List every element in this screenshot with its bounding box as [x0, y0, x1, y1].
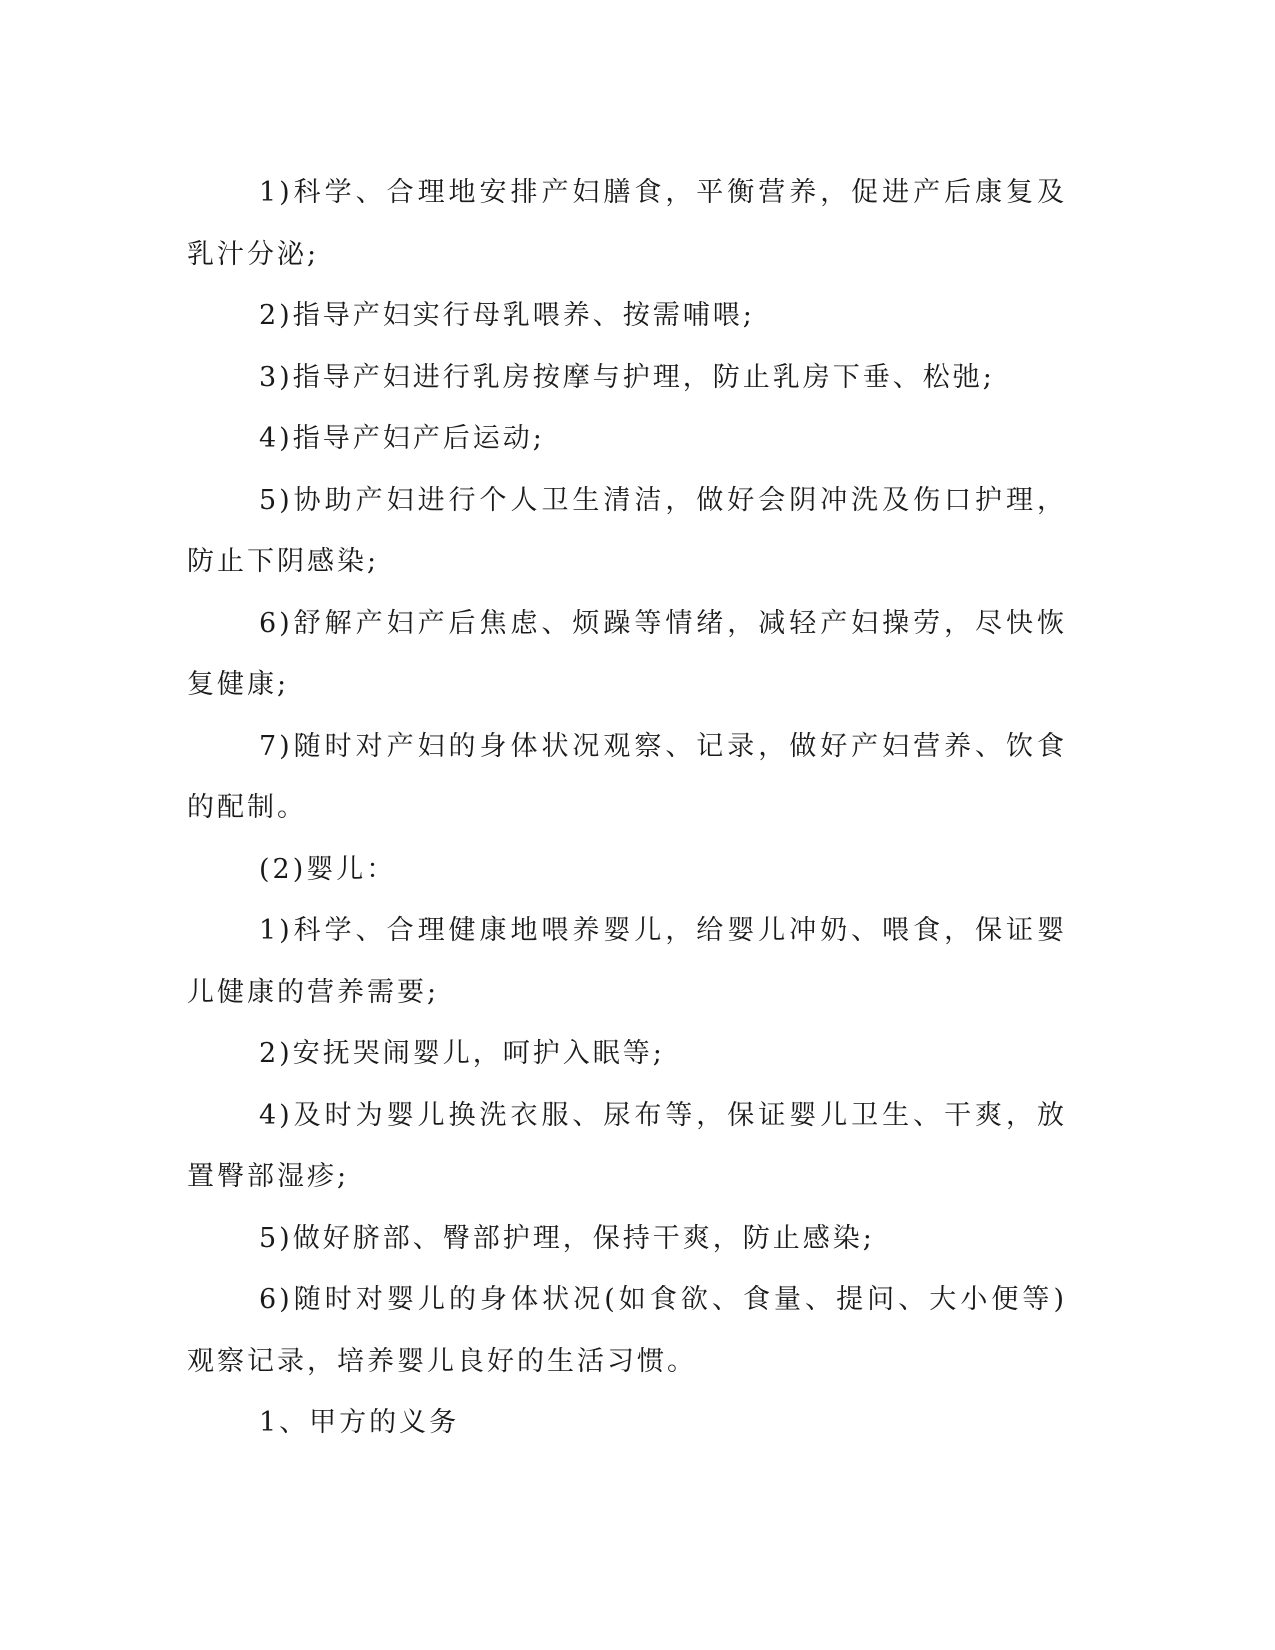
paragraph-mother-5: 5)协助产妇进行个人卫生清洁，做好会阴冲洗及伤口护理，防止下阴感染; — [187, 484, 1067, 577]
paragraph-mother-7: 7)随时对产妇的身体状况观察、记录，做好产妇营养、饮食的配制。 — [187, 730, 1067, 823]
paragraph-infant-5: 5)做好脐部、臀部护理，保持干爽，防止感染; — [259, 1222, 875, 1254]
paragraph-infant-6: 6)随时对婴儿的身体状况(如食欲、食量、提问、大小便等)观察记录，培养婴儿良好的生活习惯。 — [187, 1284, 1067, 1377]
paragraph-infant-2: 2)安抚哭闹婴儿，呵护入眠等; — [259, 1038, 665, 1069]
paragraph-mother-6: 6)舒解产妇产后焦虑、烦躁等情绪，减轻产妇操劳，尽快恢复健康; — [187, 607, 1067, 700]
paragraph-mother-4: 4)指导产妇产后运动; — [259, 423, 545, 454]
paragraph-mother-2: 2)指导产妇实行母乳喂养、按需哺喂; — [259, 300, 755, 331]
document-body — [187, 162, 1067, 1454]
paragraph-infant-1: 1)科学、合理健康地喂养婴儿，给婴儿冲奶、喂食，保证婴儿健康的营养需要; — [187, 915, 1067, 1008]
section-heading-party-a-obligations: 1、甲方的义务 — [259, 1407, 460, 1438]
paragraph-infant-4: 4)及时为婴儿换洗衣服、尿布等，保证婴儿卫生、干爽，放置臀部湿疹; — [187, 1099, 1067, 1192]
paragraph-mother-1: 1)科学、合理地安排产妇膳食，平衡营养，促进产后康复及乳汁分泌; — [187, 177, 1067, 270]
section-heading-infant: (2)婴儿： — [259, 853, 397, 885]
paragraph-mother-3: 3)指导产妇进行乳房按摩与护理，防止乳房下垂、松弛; — [259, 361, 995, 393]
